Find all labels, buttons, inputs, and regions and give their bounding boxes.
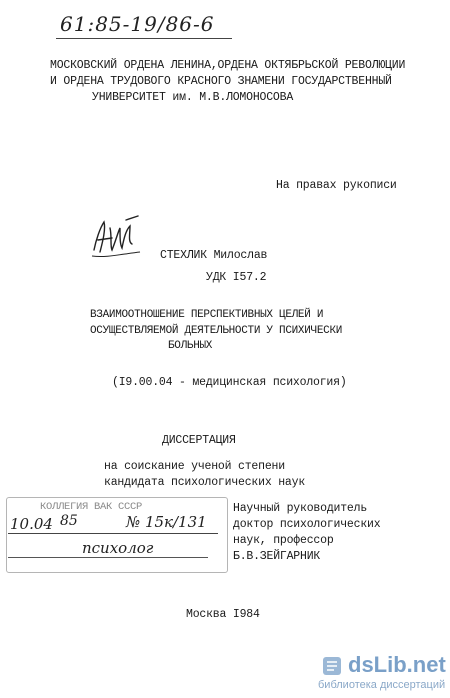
rights-note: На правах рукописи	[276, 179, 397, 192]
stamp-rule-2	[8, 557, 208, 558]
title-line-3: БОЛЬНЫХ	[168, 340, 213, 352]
watermark-logo: dsLib.net	[348, 652, 446, 677]
stamp-rule	[8, 533, 218, 534]
book-icon	[320, 654, 344, 678]
stamp-header: КОЛЛЕГИЯ ВАК СССР	[40, 501, 143, 513]
degree-line-1: на соискание ученой степени	[104, 460, 285, 473]
specialty: (I9.00.04 - медицинская психология)	[112, 376, 347, 389]
supervisor-line-4: Б.В.ЗЕЙГАРНИК	[233, 550, 321, 563]
document-type: ДИССЕРТАЦИЯ	[162, 434, 236, 447]
stamp-protocol: № 15к/131	[126, 513, 207, 531]
institution-line-3: УНИВЕРСИТЕТ им. М.В.ЛОМОНОСОВА	[92, 91, 294, 104]
catalog-number: 61:85-19/86-6	[60, 12, 215, 36]
author-name: СТЕХЛИК Милослав	[160, 249, 268, 262]
vak-stamp	[6, 497, 228, 573]
stamp-date: 10.04	[10, 515, 53, 533]
footer-city-year: Москва I984	[186, 608, 260, 621]
institution-line-1: МОСКОВСКИЙ ОРДЕНА ЛЕНИНА,ОРДЕНА ОКТЯБРЬСКОЙ РЕВОЛЮЦИИ	[50, 59, 406, 72]
stamp-year: 85	[60, 513, 78, 529]
supervisor-line-3: наук, профессор	[233, 534, 334, 547]
supervisor-line-2: доктор психологических	[233, 518, 381, 531]
watermark	[318, 652, 446, 692]
degree-line-2: кандидата психологических наук	[104, 476, 306, 489]
title-line-2: ОСУЩЕСТВЛЯЕМОЙ ДЕЯТЕЛЬНОСТИ У ПСИХИЧЕСКИ	[90, 325, 343, 337]
signature-icon	[86, 210, 146, 262]
institution-line-2: И ОРДЕНА ТРУДОВОГО КРАСНОГО ЗНАМЕНИ ГОСУДАРСТВЕННЫЙ	[50, 75, 392, 88]
title-line-1: ВЗАИМООТНОШЕНИЕ ПЕРСПЕКТИВНЫХ ЦЕЛЕЙ И	[90, 309, 324, 321]
catalog-underline	[56, 38, 232, 39]
watermark-subtitle: библиотека диссертаций	[318, 679, 446, 691]
stamp-field: психолог	[82, 539, 154, 557]
supervisor-line-1: Научный руководитель	[233, 502, 368, 515]
udk-code: УДК I57.2	[206, 271, 267, 284]
